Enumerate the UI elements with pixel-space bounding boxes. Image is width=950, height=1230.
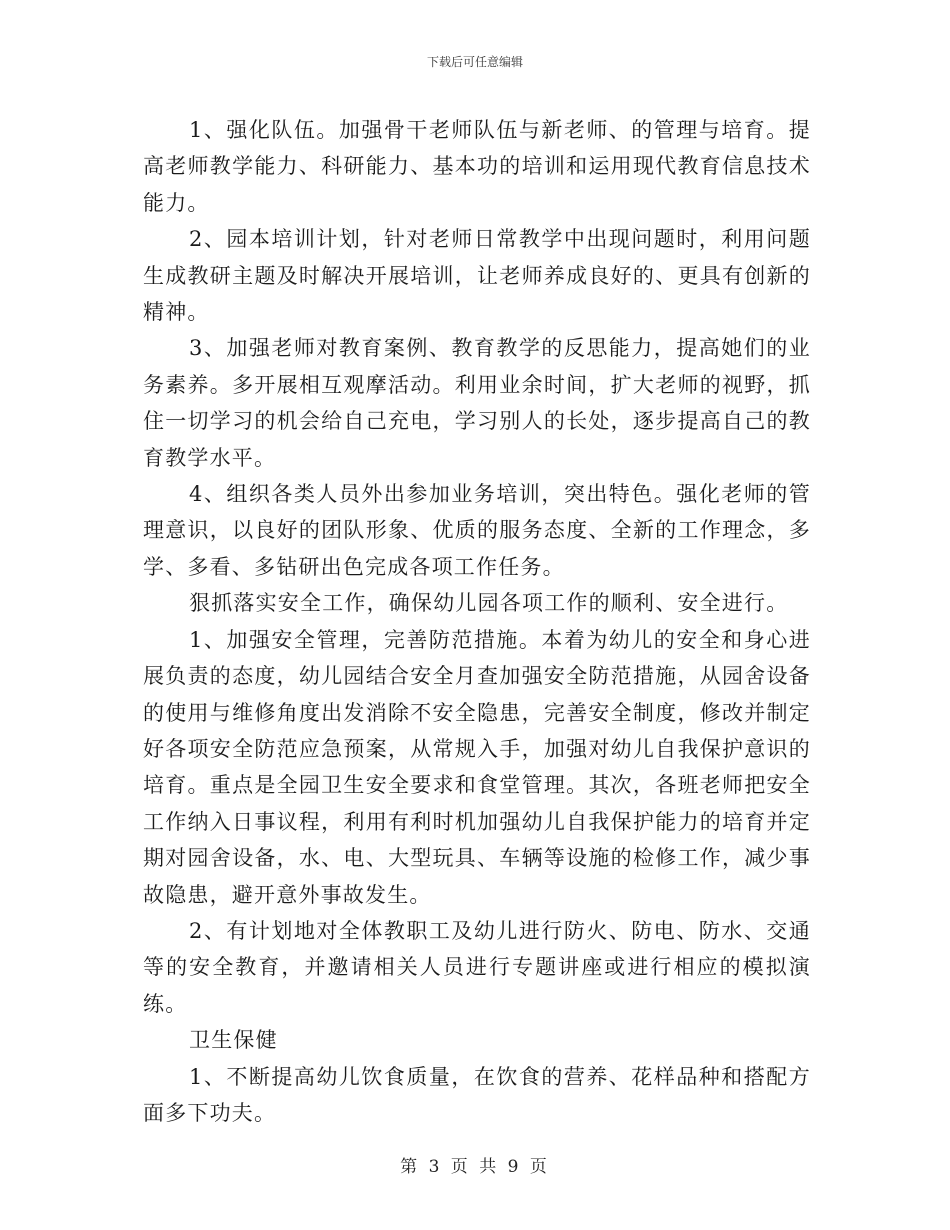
paragraph-training-team: 1、强化队伍。加强骨干老师队伍与新老师、的管理与培育。提高老师教学能力、科研能力、基本功的培训和运用现代教育信息技术能力。 bbox=[143, 118, 811, 215]
paragraph-safety-heading: 狠抓落实安全工作，确保幼儿园各项工作的顺利、安全进行。 bbox=[189, 591, 789, 616]
document-body bbox=[143, 112, 811, 1131]
paragraph-safety-management: 1、加强安全管理，完善防范措施。本着为幼儿的安全和身心进展负责的态度，幼儿园结合安全月查加强安全防范措施，从园舍设备的使用与维修角度出发消除不安全隐患，完善安全制度，修改并制定好各项安全防范应急预案，从常规入手，加强对幼儿自我保护意识的培育。重点是全园卫生安全要求和食堂管理。其次，各班老师把安全工作纳入日事议程，利用有利时机加强幼儿自我保护能力的培育并定期对园舍设备，水、电、大型玩具、车辆等设施的检修工作，减少事故隐患，避开意外事故发生。 bbox=[143, 627, 811, 907]
paragraph-health-heading: 卫生保健 bbox=[189, 1028, 278, 1053]
page-header: 下载后可任意编辑 bbox=[426, 55, 523, 69]
paragraph-reflection-ability: 3、加强老师对教育案例、教育教学的反思能力，提高她们的业务素养。多开展相互观摩活动。利用业余时间，扩大老师的视野，抓住一切学习的机会给自己充电，学习别人的长处，逐步提高自己的教育教学水平。 bbox=[143, 336, 811, 470]
paragraph-diet-quality: 1、不断提高幼儿饮食质量，在饮食的营养、花样品种和搭配方面多下功夫。 bbox=[143, 1064, 811, 1125]
page-footer: 第 3 页 共 9 页 bbox=[400, 1157, 550, 1177]
paragraph-school-training-plan: 2、园本培训计划，针对老师日常教学中出现问题时，利用问题生成教研主题及时解决开展培训，让老师养成良好的、更具有创新的精神。 bbox=[143, 227, 811, 325]
paragraph-safety-education: 2、有计划地对全体教职工及幼儿进行防火、防电、防水、交通等的安全教育，并邀请相关人员进行专题讲座或进行相应的模拟演练。 bbox=[143, 918, 811, 1016]
paragraph-external-training: 4、组织各类人员外出参加业务培训，突出特色。强化老师的管理意识，以良好的团队形象、优质的服务态度、全新的工作理念，多学、多看、多钻研出色完成各项工作任务。 bbox=[143, 482, 811, 579]
